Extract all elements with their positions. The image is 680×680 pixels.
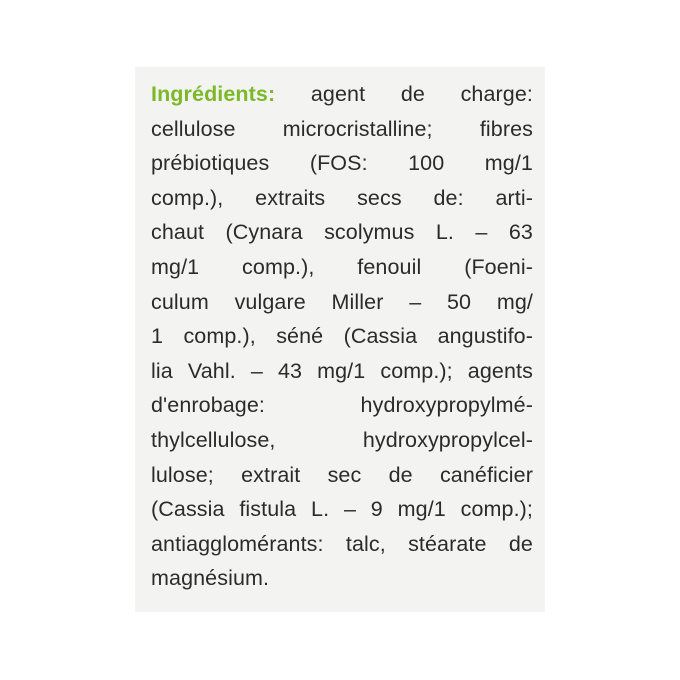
ingredients-line-10: d'enrobage: hydroxypropylmé- (151, 393, 533, 418)
ingredients-line-11: thylcellulose, hydroxypropylcel- (151, 427, 533, 452)
ingredients-line-14: antiagglomérants: talc, stéarate de (151, 531, 533, 556)
ingredients-line-15: magnésium. (151, 566, 270, 591)
ingredients-line-4: comp.), extraits secs de: arti- (151, 185, 533, 210)
ingredients-line-12: lulose; extrait sec de canéficier (151, 462, 533, 487)
ingredients-line-3: prébiotiques (FOS: 100 mg/1 (151, 151, 533, 176)
ingredients-line-8: 1 comp.), séné (Cassia angustifo- (151, 324, 533, 349)
ingredients-line-5: chaut (Cynara scolymus L. – 63 (151, 220, 533, 245)
ingredients-text (151, 77, 533, 596)
ingredients-line-6: mg/1 comp.), fenouil (Foeni- (151, 254, 533, 279)
ingredients-line-2: cellulose microcristalline; fibres (151, 116, 533, 141)
ingredients-line-1: Ingrédients: agent de charge: (151, 82, 533, 106)
ingredients-line-7: culum vulgare Miller – 50 mg/ (151, 289, 533, 314)
ingredients-line-9: lia Vahl. – 43 mg/1 comp.); agents (151, 358, 533, 383)
ingredients-line-13: (Cassia fistula L. – 9 mg/1 comp.); (151, 497, 533, 522)
